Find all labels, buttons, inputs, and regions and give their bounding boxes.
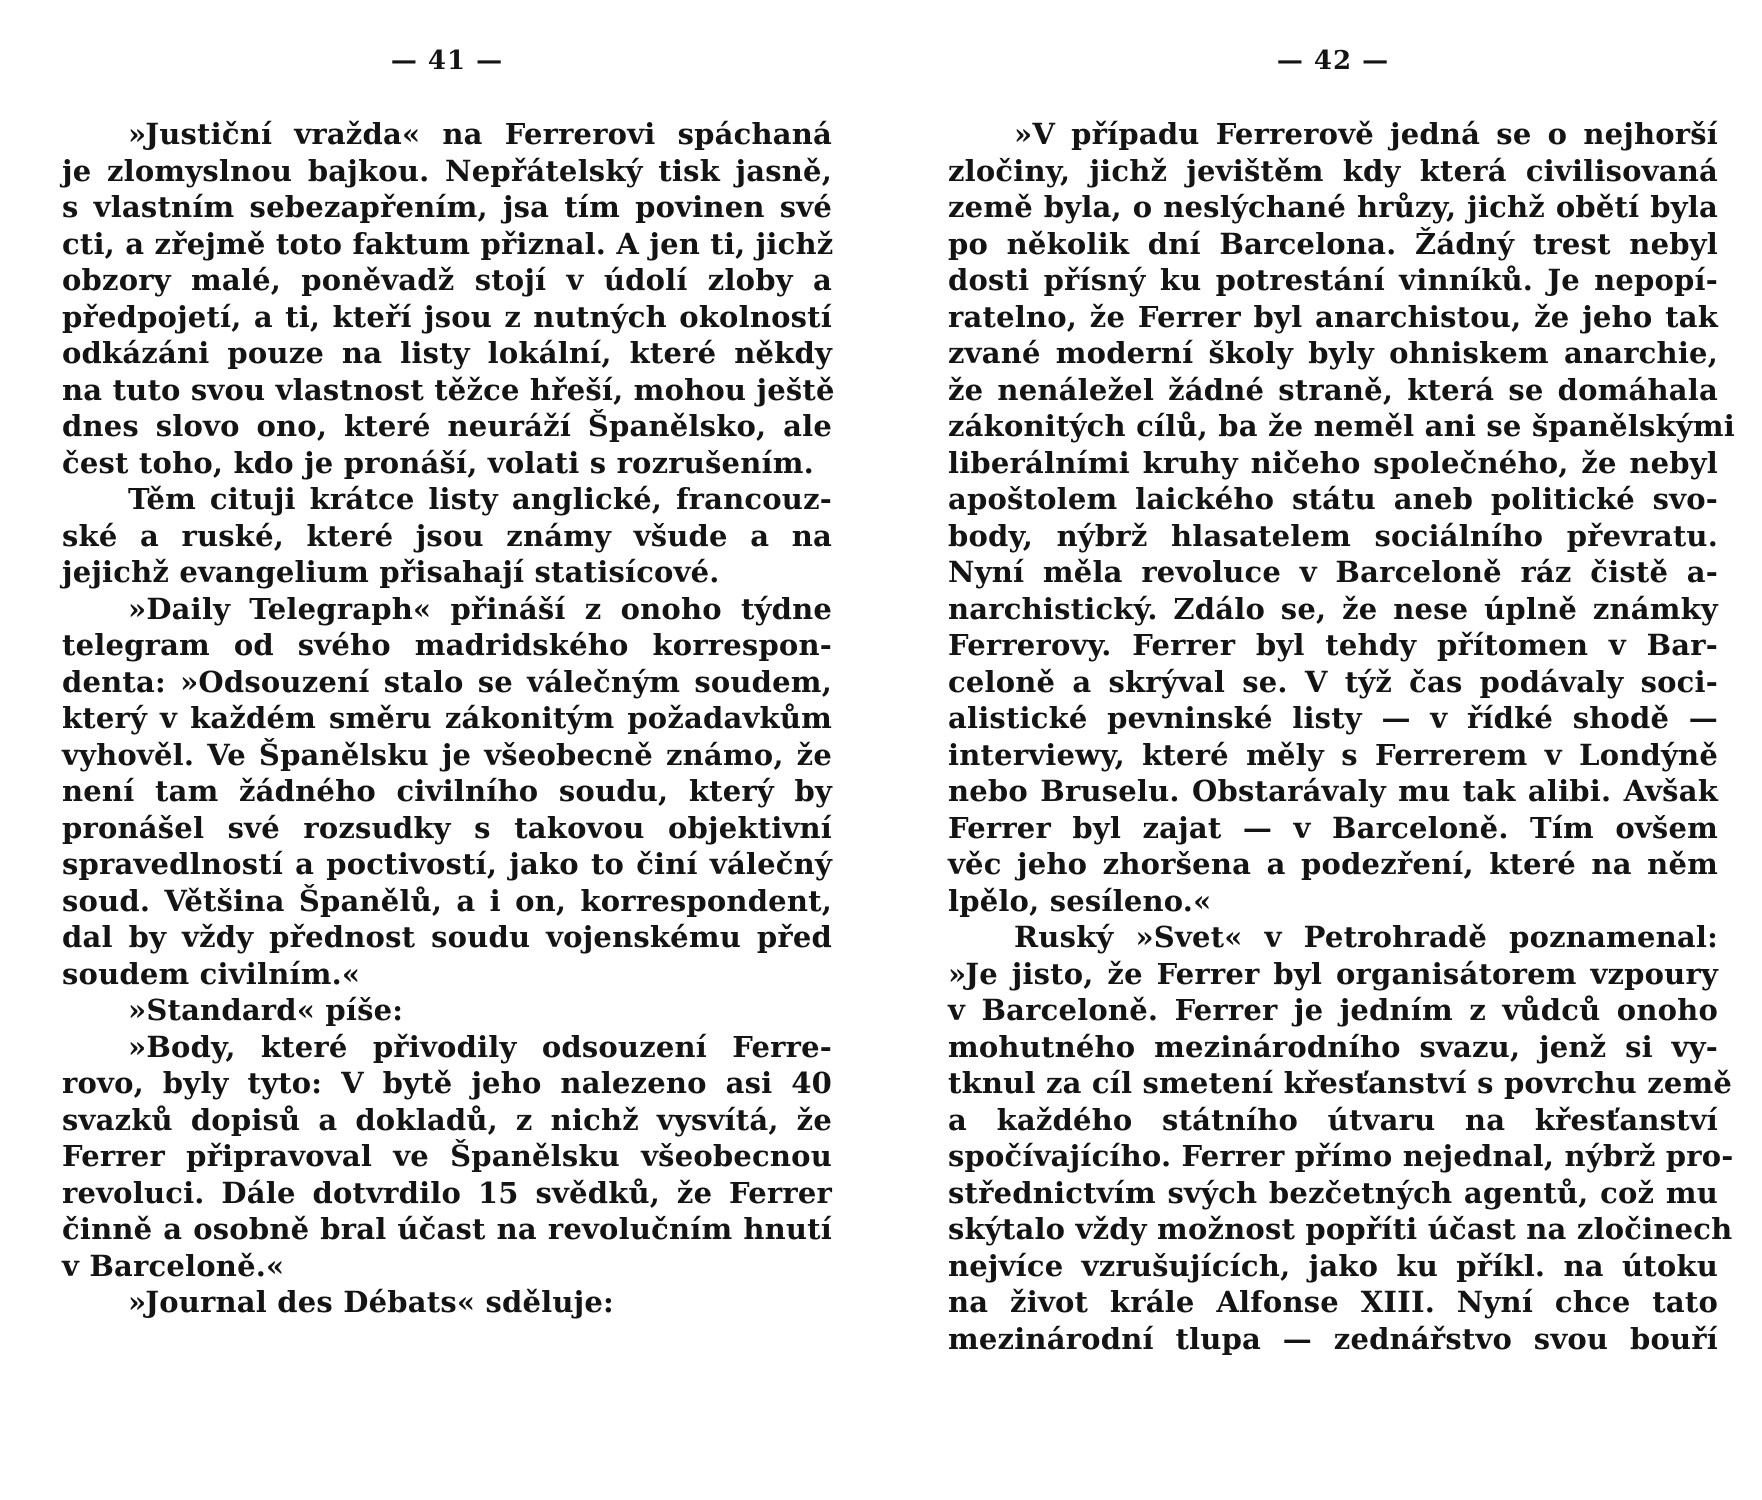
text-line: v Barceloně. Ferrer je jedním z vůdců onoho: [948, 993, 1718, 1027]
text-line: »Daily Telegraph« přináší z onoho týdne: [128, 591, 832, 626]
text-line: rovo, byly tyto: V bytě jeho nalezeno asi 40: [62, 1066, 832, 1100]
text-line: alistické pevninské listy — v řídké shodě —: [948, 701, 1718, 735]
text-line: liberálními kruhy ničeho společného, že nebyl: [948, 445, 1718, 480]
text-line: není tam žádného civilního soudu, který by: [62, 774, 832, 808]
text-line: denta: »Odsouzení stalo se válečným soudem,: [62, 664, 832, 699]
text-line: zločiny, jichž jevištěm kdy která civilisovaná: [948, 153, 1718, 188]
page-number: — 41 —: [390, 46, 504, 76]
page-body: [948, 116, 1735, 1357]
text-line: spravedlností a poctivostí, jako to činí válečný: [62, 847, 832, 881]
right-page: [948, 0, 1735, 1500]
text-line: dosti přísný ku potrestání vinníků. Je nepopí-: [948, 263, 1718, 297]
text-line: soudem civilním.«: [62, 956, 361, 991]
text-line: střednictvím svých bezčetných agentů, což mu: [948, 1175, 1718, 1210]
text-line: odkázáni pouze na listy lokální, které někdy: [62, 336, 832, 370]
text-line: mezinárodní tlupa — zednářstvo svou bouří: [948, 1321, 1718, 1356]
text-line: že nenáležel žádné straně, která se domáhala: [948, 372, 1718, 407]
text-line: po několik dní Barcelona. Žádný trest nebyl: [948, 226, 1718, 261]
text-line: apoštolem laického státu aneb politické svo-: [948, 482, 1718, 516]
text-line: jejichž evangelium přisahají statisícové.: [62, 555, 720, 589]
text-line: Ferrerovy. Ferrer byl tehdy přítomen v Bar-: [948, 628, 1718, 662]
text-line: věc jeho zhoršena a podezření, které na něm: [948, 847, 1718, 881]
text-line: Ferrer připravoval ve Španělsku všeobecnou: [62, 1139, 832, 1173]
text-line: »Standard« píše:: [128, 993, 404, 1027]
text-line: skýtalo vždy možnost popříti účast na zločinech: [948, 1212, 1733, 1246]
text-line: vyhověl. Ve Španělsku je všeobecně známo, že: [62, 737, 832, 772]
text-line: na život krále Alfonse XIII. Nyní chce tato: [948, 1285, 1718, 1319]
text-line: dnes slovo ono, které neuráží Španělsko, ale: [62, 409, 832, 443]
text-line: »Journal des Débats« sděluje:: [128, 1285, 614, 1319]
text-line: »V případu Ferrerově jedná se o nejhorší: [1014, 117, 1718, 151]
text-line: Ferrer byl zajat — v Barceloně. Tím ovšem: [948, 810, 1718, 845]
text-line: dal by vždy přednost soudu vojenskému před: [62, 920, 832, 954]
text-line: v Barceloně.«: [62, 1248, 285, 1283]
text-line: zvané moderní školy byly ohniskem anarchie,: [948, 336, 1718, 370]
text-line: na tuto svou vlastnost těžce hřeší, mohou ještě: [62, 372, 835, 407]
text-line: pronášel své rozsudky s takovou objektivní: [62, 810, 832, 845]
text-line: soud. Většina Španělů, a i on, korrespondent,: [62, 883, 832, 918]
text-line: obzory malé, poněvadž stojí v údolí zloby a: [62, 263, 832, 297]
text-line: Nyní měla revoluce v Barceloně ráz čistě a-: [948, 555, 1718, 589]
text-line: je zlomyslnou bajkou. Nepřátelský tisk jasně,: [62, 153, 832, 188]
text-line: země byla, o neslýchané hrůzy, jichž obětí byla: [948, 190, 1718, 224]
text-line: svazků dopisů a dokladů, z nichž vysvítá, že: [62, 1102, 832, 1137]
text-line: mohutného mezinárodního svazu, jenž si vy-: [948, 1029, 1718, 1064]
left-page: [62, 0, 835, 1500]
text-line: a každého státního útvaru na křesťanství: [948, 1102, 1718, 1137]
text-line: spočívajícího. Ferrer přímo nejednal, nýbrž pro-: [948, 1139, 1734, 1173]
text-line: zákonitých cílů, ba že neměl ani se španělskými: [948, 409, 1735, 443]
text-line: »Je jisto, že Ferrer byl organisátorem vzpoury: [948, 956, 1718, 991]
text-line: Ruský »Svet« v Petrohradě poznamenal:: [1014, 920, 1718, 954]
text-line: předpojetí, a ti, kteří jsou z nutných okolností: [62, 299, 832, 334]
text-line: s vlastním sebezapřením, jsa tím povinen své: [62, 190, 832, 224]
text-line: nebo Bruselu. Obstarávaly mu tak alibi. Avšak: [948, 774, 1718, 808]
text-line: lpělo, sesíleno.«: [948, 883, 1212, 918]
text-line: narchistický. Zdálo se, že nese úplně známky: [948, 591, 1718, 626]
text-line: body, nýbrž hlasatelem sociálního převratu.: [948, 518, 1718, 553]
text-line: celoně a skrýval se. V týž čas podávaly soci-: [948, 664, 1718, 699]
text-line: interviewy, které měly s Ferrerem v Londýně: [948, 737, 1718, 772]
page-body: [62, 116, 835, 1321]
text-line: revoluci. Dále dotvrdilo 15 svědků, že Ferrer: [62, 1175, 832, 1210]
text-line: cti, a zřejmě toto faktum přiznal. A jen ti, jichž: [62, 226, 834, 261]
text-line: »Justiční vražda« na Ferrerovi spáchaná: [128, 117, 832, 151]
page-number: — 42 —: [1276, 46, 1390, 76]
text-line: čest toho, kdo je pronáší, volati s rozrušením.: [62, 445, 814, 480]
text-line: činně a osobně bral účast na revolučním hnutí: [62, 1212, 832, 1246]
text-line: který v každém směru zákonitým požadavkům: [62, 701, 832, 735]
text-line: tknul za cíl smetení křesťanství s povrchu země: [948, 1066, 1733, 1100]
text-line: »Body, které přivodily odsouzení Ferre-: [128, 1029, 832, 1064]
text-line: ratelno, že Ferrer byl anarchistou, že jeho tak: [948, 299, 1718, 334]
text-line: ské a ruské, které jsou známy všude a na: [62, 518, 832, 553]
text-line: Těm cituji krátce listy anglické, francouz-: [128, 482, 832, 516]
text-line: telegram od svého madridského korrespon-: [62, 628, 832, 662]
text-line: nejvíce vzrušujících, jako ku příkl. na útoku: [948, 1248, 1718, 1283]
